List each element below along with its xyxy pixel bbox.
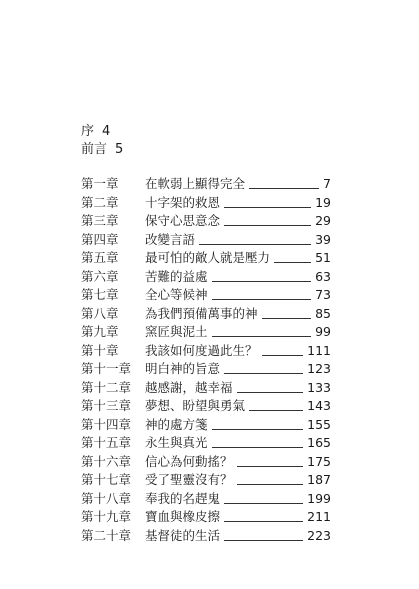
chapter-title: 改變言語 [145,231,196,247]
leader-line [212,299,311,300]
leader-line [274,262,311,263]
page-number: 111 [307,342,331,358]
toc-entry[interactable] [81,527,331,546]
page-number: 187 [307,472,331,487]
chapter-number: 第十六章 [81,453,132,469]
toc-entry[interactable] [81,212,331,231]
toc-entry[interactable] [81,194,331,213]
chapter-number: 第十七章 [81,472,132,487]
preface-label: 序 [81,124,95,139]
chapter-title: 信心為何動搖？ [145,453,233,469]
leader-line [224,521,303,522]
page-number: 19 [315,194,331,210]
leader-line [249,188,319,189]
chapter-number: 第四章 [81,231,119,247]
leader-line [237,484,303,485]
chapter-number: 第七章 [81,287,119,302]
toc-entry[interactable] [81,175,331,194]
chapter-number: 第二章 [81,194,119,210]
table-of-contents [81,175,331,545]
page-number: 63 [315,268,331,284]
page-number: 99 [315,324,331,339]
chapter-title: 在軟弱上顯得完全 [145,176,246,191]
chapter-number: 第十四章 [81,416,132,432]
toc-entry[interactable] [81,323,331,342]
page-number: 175 [307,453,331,469]
chapter-title: 十字架的救恩 [145,194,221,210]
chapter-number: 第九章 [81,324,119,339]
toc-entry[interactable] [81,379,331,398]
chapter-title: 受了聖靈沒有？ [145,472,233,487]
leader-line [199,244,311,245]
page-number: 7 [323,176,331,191]
leader-line [224,225,311,226]
chapter-number: 第五章 [81,250,119,265]
leader-line [237,392,303,393]
leader-line [212,447,303,448]
chapter-title: 越感謝，越幸福 [145,379,233,395]
leader-line [249,410,303,411]
chapter-title: 全心等候神 [145,287,208,302]
chapter-title: 奉我的名趕鬼 [145,490,221,506]
chapter-title: 神的處方箋 [145,416,208,432]
chapter-title: 永生與真光 [145,435,208,450]
leader-line [262,355,303,356]
leader-line [224,207,311,208]
chapter-title: 寶血與橡皮擦 [145,509,221,524]
toc-entry[interactable] [81,508,331,527]
page-number: 223 [307,527,331,543]
toc-entry[interactable] [81,471,331,490]
chapter-title: 苦難的益處 [145,268,208,284]
chapter-number: 第十九章 [81,509,132,524]
toc-entry[interactable] [81,305,331,324]
chapter-number: 第八章 [81,305,119,321]
chapter-title: 保守心思意念 [145,213,221,228]
page-number: 199 [307,490,331,506]
front-matter [81,123,123,159]
leader-line [237,466,303,467]
chapter-number: 第十一章 [81,361,132,376]
chapter-title: 窯匠與泥土 [145,324,208,339]
chapter-number: 第二十章 [81,527,132,543]
page-number: 73 [315,287,331,302]
leader-line [224,503,303,504]
chapter-title: 基督徒的生活 [145,527,221,543]
toc-entry[interactable] [81,416,331,435]
leader-line [212,281,311,282]
chapter-title: 明白神的旨意 [145,361,221,376]
page-number: 51 [315,250,331,265]
toc-entry[interactable] [81,231,331,250]
chapter-number: 第十二章 [81,379,132,395]
chapter-title: 為我們預備萬事的神 [145,305,258,321]
page-number: 85 [315,305,331,321]
page-number: 123 [307,361,331,376]
toc-entry[interactable] [81,268,331,287]
page-number: 155 [307,416,331,432]
chapter-number: 第六章 [81,268,119,284]
chapter-title: 最可怕的敵人就是壓力 [145,250,271,265]
preface-page: 4 [102,124,111,139]
toc-entry[interactable] [81,397,331,416]
chapter-number: 第十三章 [81,398,132,413]
preface-entry[interactable] [81,123,123,141]
toc-entry[interactable] [81,342,331,361]
leader-line [212,429,303,430]
chapter-number: 第一章 [81,176,119,191]
page-number: 133 [307,379,331,395]
toc-entry[interactable] [81,490,331,509]
leader-line [224,373,303,374]
chapter-title: 我該如何度過此生？ [145,342,258,358]
page-number: 39 [315,231,331,247]
leader-line [212,336,311,337]
foreword-page: 5 [115,142,124,157]
toc-entry[interactable] [81,360,331,379]
page-number: 211 [307,509,331,524]
chapter-title: 夢想、盼望與勇氣 [145,398,246,413]
chapter-number: 第三章 [81,213,119,228]
chapter-number: 第十八章 [81,490,132,506]
page-number: 165 [307,435,331,450]
page-number: 143 [307,398,331,413]
leader-line [262,318,311,319]
chapter-number: 第十五章 [81,435,132,450]
toc-entry[interactable] [81,286,331,305]
chapter-number: 第十章 [81,342,119,358]
page-number: 29 [315,213,331,228]
toc-entry[interactable] [81,453,331,472]
toc-entry[interactable] [81,434,331,453]
leader-line [224,540,303,541]
foreword-label: 前言 [81,142,108,157]
foreword-entry[interactable] [81,141,123,159]
toc-entry[interactable] [81,249,331,268]
